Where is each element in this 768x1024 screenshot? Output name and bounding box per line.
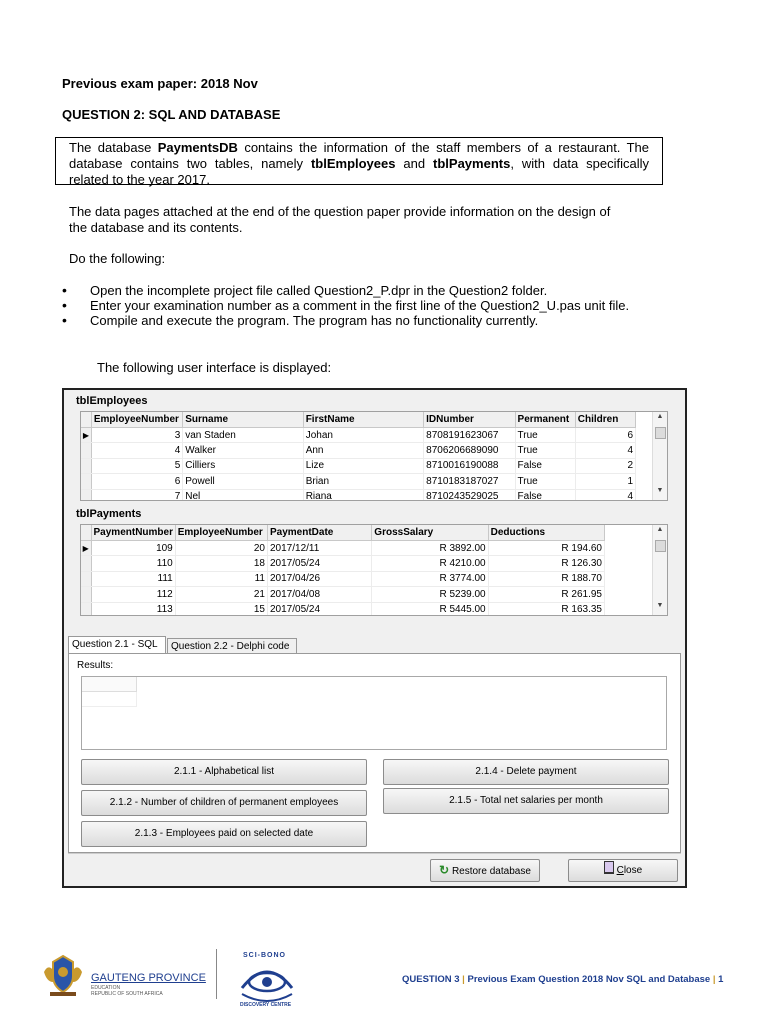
table-cell[interactable]: 2 [575,458,635,473]
intro-text-1: The database [69,140,158,155]
instruction-list [62,283,662,328]
table-cell[interactable]: R 3892.00 [372,541,488,556]
table-cell[interactable]: Riana [303,489,423,501]
table-row[interactable] [81,571,605,586]
table-cell[interactable]: 5 [91,458,182,473]
column-header[interactable]: EmployeeNumber [91,412,182,428]
table-cell[interactable]: 2017/05/24 [268,556,372,571]
footer-title: Previous Exam Question 2018 Nov SQL and Database [467,974,711,985]
table-cell[interactable]: 20 [175,541,267,556]
current-row-indicator-icon: ▶ [81,428,91,443]
table-cell[interactable]: Nel [183,489,303,501]
scroll-thumb[interactable] [655,540,666,552]
employees-indicator-header [81,412,91,428]
payments-indicator-header [81,525,91,541]
instruction-item: • Open the incomplete project file called Question2_P.dpr in the Question2 folder. [62,283,662,298]
table-cell[interactable]: 2017/04/26 [268,571,372,586]
intro-text-4: , with data specifically related to the year 2017. [69,156,649,187]
footer-caption [402,974,723,985]
column-header[interactable]: Children [575,412,635,428]
table-cell[interactable]: R 188.70 [488,571,604,586]
table-cell[interactable]: 4 [575,489,635,501]
close-accelerator: C [616,865,624,876]
employees-grid[interactable] [80,411,668,501]
bottom-bar [68,853,681,885]
app-window [62,388,687,888]
alphabetical-list-button[interactable]: 2.1.1 - Alphabetical list [81,759,367,785]
column-header[interactable]: EmployeeNumber [175,525,267,541]
row-indicator [81,602,91,616]
intro-box [55,137,663,185]
table-cell[interactable]: 8710016190088 [424,458,515,473]
intro-table-employees: tblEmployees [310,156,396,171]
instructions-lead: Do the following: [69,251,166,266]
table-cell[interactable]: Brian [303,474,423,489]
children-permanent-button[interactable]: 2.1.2 - Number of children of permanent employees [81,790,367,816]
table-cell[interactable]: False [515,489,575,501]
table-cell[interactable]: Walker [183,443,303,458]
table-row[interactable] [81,458,636,473]
intro-text-3: and [395,156,434,171]
close-label-rest: lose [623,865,643,876]
table-cell[interactable]: R 194.60 [488,541,604,556]
table-cell[interactable]: 11 [175,571,267,586]
table-cell[interactable]: van Staden [183,428,303,443]
table-cell[interactable]: R 163.35 [488,602,604,616]
table-cell[interactable]: 7 [91,489,182,501]
payments-scrollbar[interactable] [652,525,667,615]
current-row-indicator-icon: ▶ [81,541,91,556]
table-cell[interactable]: 18 [175,556,267,571]
column-header[interactable]: GrossSalary [372,525,488,541]
table-cell[interactable]: 112 [91,587,175,602]
column-header[interactable]: Surname [183,412,303,428]
sci-bono-top-text: SCI-BONO [243,952,286,959]
footer-divider [216,949,217,999]
footer-page-number: 1 [718,974,724,985]
table-row[interactable] [81,489,636,501]
scroll-down-icon[interactable]: ▼ [656,487,664,494]
row-indicator [81,571,91,586]
table-cell[interactable]: 8710243529025 [424,489,515,501]
row-indicator [81,443,91,458]
table-cell[interactable]: Lize [303,458,423,473]
intro-table-payments: tblPayments [433,156,511,171]
table-row[interactable] [81,541,605,556]
question-heading: QUESTION 2: SQL AND DATABASE [62,107,281,122]
table-cell[interactable]: Cilliers [183,458,303,473]
exam-paper-heading: Previous exam paper: 2018 Nov [62,76,258,91]
table-cell[interactable]: R 5239.00 [372,587,488,602]
table-row[interactable] [81,602,605,616]
tab-sql[interactable]: Question 2.1 - SQL [68,636,166,653]
table-cell[interactable]: 6 [91,474,182,489]
sql-tab-panel [68,653,681,853]
employees-group-title: tblEmployees [76,395,148,407]
table-cell[interactable]: R 5445.00 [372,602,488,616]
restore-database-label: Restore database [451,866,531,877]
exit-door-icon [604,861,614,874]
table-cell[interactable]: 21 [175,587,267,602]
scroll-up-icon[interactable]: ▲ [656,526,664,533]
table-cell[interactable]: Powell [183,474,303,489]
table-cell[interactable]: 4 [91,443,182,458]
table-cell[interactable]: False [515,458,575,473]
table-cell[interactable]: R 261.95 [488,587,604,602]
table-cell[interactable]: 111 [91,571,175,586]
table-cell[interactable]: True [515,474,575,489]
row-indicator [81,489,91,501]
table-row[interactable] [81,587,605,602]
scroll-down-icon[interactable]: ▼ [656,602,664,609]
table-cell[interactable]: 113 [91,602,175,616]
results-label: Results: [77,660,114,671]
table-row[interactable] [81,474,636,489]
scroll-thumb[interactable] [655,427,666,439]
gauteng-rsa-text: REPUBLIC OF SOUTH AFRICA [91,991,163,997]
employees-scrollbar[interactable] [652,412,667,500]
instruction-item: • Enter your examination number as a comment in the first line of the Question2_U.pas unit file. [62,298,662,313]
table-cell[interactable]: 4 [575,443,635,458]
table-cell[interactable]: 8706206689090 [424,443,515,458]
close-button[interactable] [568,859,678,882]
data-pages-paragraph: The data pages attached at the end of the question paper provide information on the design of the database and its contents. [69,204,611,235]
table-cell[interactable]: 109 [91,541,175,556]
intro-db-name: PaymentsDB [157,140,238,155]
table-cell[interactable]: 110 [91,556,175,571]
restore-database-button[interactable] [430,859,540,882]
row-indicator [81,474,91,489]
column-header[interactable]: PaymentDate [268,525,372,541]
table-cell[interactable]: Ann [303,443,423,458]
footer-question: QUESTION 3 [402,974,460,985]
payments-group-title: tblPayments [76,508,142,520]
row-indicator [81,458,91,473]
sci-bono-bottom-text: DISCOVERY CENTRE [240,1002,292,1008]
table-cell[interactable]: Johan [303,428,423,443]
tab-delphi-code[interactable]: Question 2.2 - Delphi code [167,638,297,653]
table-cell[interactable]: R 126.30 [488,556,604,571]
table-cell[interactable]: True [515,428,575,443]
column-header[interactable]: Deductions [488,525,604,541]
results-grid[interactable] [81,676,667,750]
row-indicator [81,587,91,602]
table-cell[interactable]: 1 [575,474,635,489]
table-row[interactable] [81,556,605,571]
table-cell[interactable]: R 4210.00 [372,556,488,571]
gauteng-province-text: GAUTENG PROVINCE [91,972,206,984]
column-header[interactable]: PaymentNumber [91,525,175,541]
table-cell[interactable]: 8708191623067 [424,428,515,443]
column-header[interactable]: FirstName [303,412,423,428]
intro-text-2: contains the information of the staff members of a restaurant. The database contains two tables, namely [69,140,649,171]
table-cell[interactable]: 8710183187027 [424,474,515,489]
table-row[interactable] [81,443,636,458]
scroll-up-icon[interactable]: ▲ [656,413,664,420]
net-salaries-button[interactable]: 2.1.5 - Total net salaries per month [383,788,669,814]
paid-on-date-button[interactable]: 2.1.3 - Employees paid on selected date [81,821,367,847]
table-cell[interactable]: 2017/12/11 [268,541,372,556]
results-cell [82,692,137,707]
table-cell[interactable]: 6 [575,428,635,443]
gauteng-education-text: EDUCATION [91,985,121,991]
coat-of-arms-logo [40,952,86,998]
instruction-item: • Compile and execute the program. The program has no functionality currently. [62,313,662,328]
table-cell[interactable]: 15 [175,602,267,616]
table-cell[interactable]: 2017/04/08 [268,587,372,602]
delete-payment-button[interactable]: 2.1.4 - Delete payment [383,759,669,785]
footer-sep: | [459,974,468,985]
table-row[interactable] [81,428,636,443]
results-header-cell [82,677,137,692]
table-cell[interactable]: 2017/05/24 [268,602,372,616]
table-cell[interactable]: 3 [91,428,182,443]
footer-sep-2: | [710,974,719,985]
ui-lead: The following user interface is displayed: [97,360,332,375]
table-cell[interactable]: R 3774.00 [372,571,488,586]
column-header[interactable]: Permanent [515,412,575,428]
row-indicator [81,556,91,571]
refresh-icon: ↻ [439,863,450,877]
payments-grid[interactable] [80,524,668,616]
column-header[interactable]: IDNumber [424,412,515,428]
table-cell[interactable]: True [515,443,575,458]
close-label [617,865,643,876]
